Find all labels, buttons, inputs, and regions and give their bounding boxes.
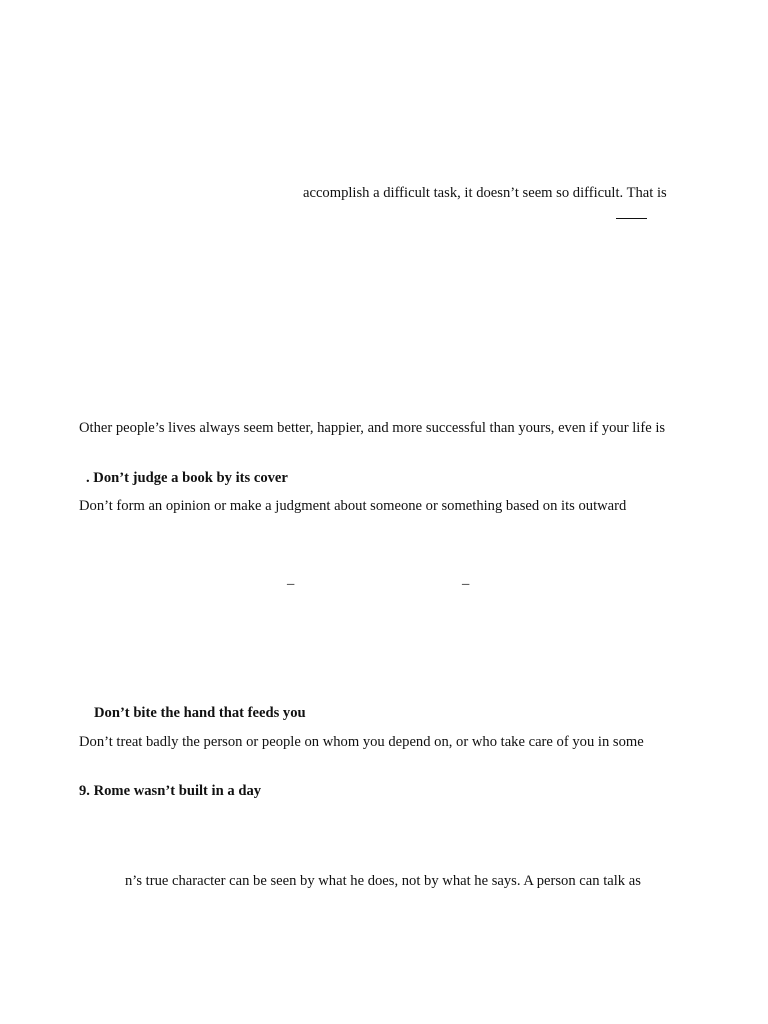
blank-underline	[616, 218, 647, 219]
text-line: Other people’s lives always seem better, happier, and more successful than yours, even if your life is	[79, 420, 666, 436]
text-line: accomplish a difficult task, it doesn’t seem so difficult. That is	[303, 185, 667, 201]
section-heading: . Don’t judge a book by its cover	[86, 470, 288, 486]
text-line: n’s true character can be seen by what he does, not by what he says. A person can talk as	[125, 873, 641, 889]
dash-mark: –	[287, 576, 295, 592]
section-heading: Don’t bite the hand that feeds you	[94, 705, 306, 721]
text-line: Don’t treat badly the person or people on whom you depend on, or who take care of you in some	[79, 734, 644, 750]
dash-mark: –	[462, 576, 470, 592]
text-line: Don’t form an opinion or make a judgment about someone or something based on its outward	[79, 498, 627, 514]
section-heading: 9. Rome wasn’t built in a day	[79, 783, 262, 799]
